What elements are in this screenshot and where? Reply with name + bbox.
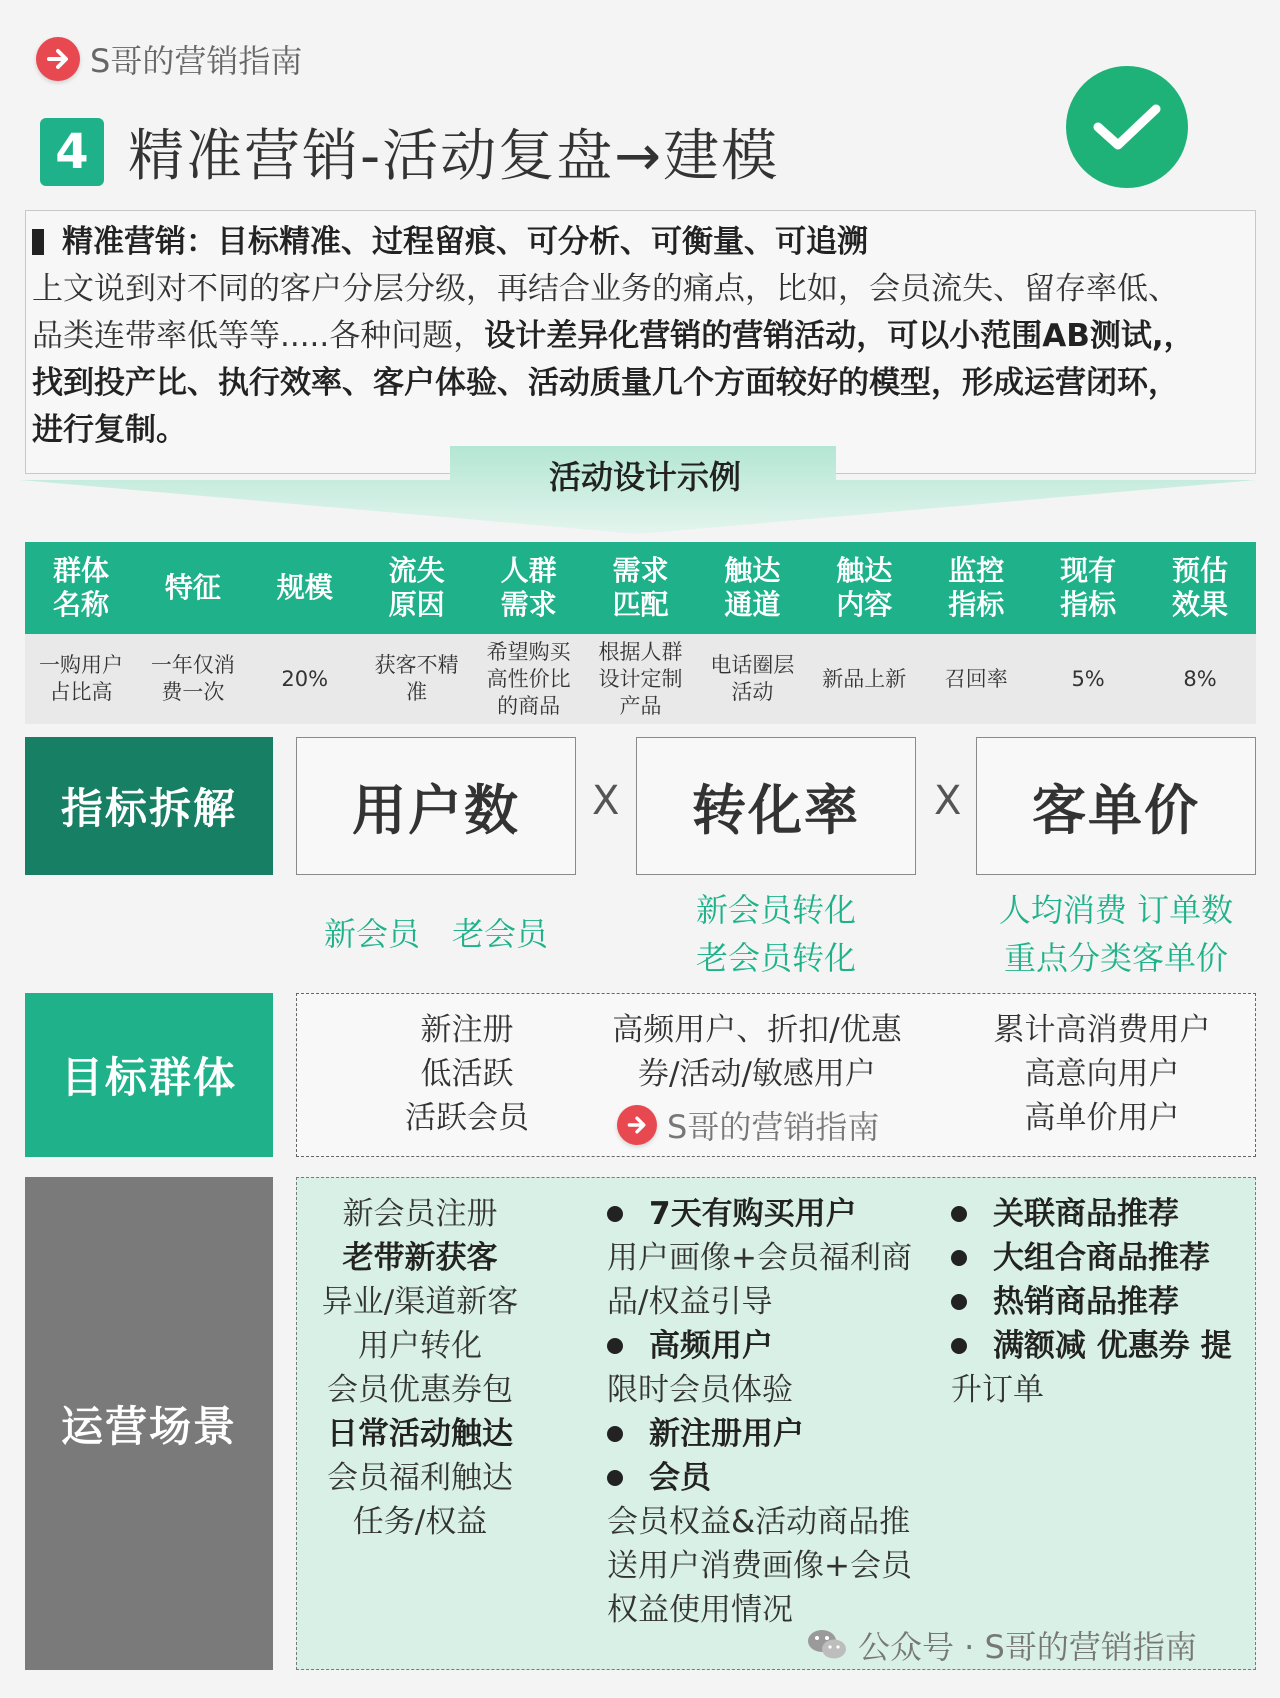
ops-label: 运营场景 bbox=[25, 1177, 273, 1670]
brand-header bbox=[36, 36, 302, 82]
ops-col-3 bbox=[951, 1192, 1251, 1412]
ops-item: 关联商品推荐 bbox=[951, 1192, 1251, 1236]
metric-users: 用户数 bbox=[296, 737, 576, 875]
metric-aov: 客单价 bbox=[976, 737, 1256, 875]
target-box bbox=[296, 993, 1256, 1157]
table-cell: 电话圈层活动 bbox=[710, 653, 795, 704]
title-text: 精准营销-活动复盘→建模 bbox=[128, 124, 780, 189]
metric-conversion: 转化率 bbox=[636, 737, 916, 875]
table-cell: 一年仅消费一次 bbox=[150, 653, 235, 704]
target-col-1 bbox=[317, 1008, 617, 1140]
lead-bar bbox=[32, 229, 44, 255]
note-aov-1: 人均消费 订单数 bbox=[998, 891, 1234, 929]
ops-item: 会员权益&活动商品推 bbox=[607, 1504, 911, 1540]
ops-col-2 bbox=[607, 1192, 927, 1632]
brand-name: S哥的营销指南 bbox=[90, 42, 303, 80]
ops-item: 老带新获客 bbox=[342, 1240, 498, 1276]
table-cell: 新品上新 bbox=[822, 666, 907, 691]
table-cell: 希望购买高性价比的商品 bbox=[486, 639, 571, 718]
target-col-2 bbox=[597, 1008, 917, 1096]
ops-item: 新注册用户 bbox=[607, 1412, 927, 1456]
metrics-label: 指标拆解 bbox=[25, 737, 273, 875]
ops-item: 会员优惠券包 bbox=[327, 1372, 513, 1408]
table-header-cell: 人群需求 bbox=[500, 554, 557, 621]
ops-item: 异业/渠道新客 bbox=[321, 1284, 519, 1320]
bullet-icon bbox=[951, 1294, 967, 1310]
bullet-icon bbox=[951, 1338, 967, 1354]
table-cell: 一购用户占比高 bbox=[38, 653, 123, 704]
intro-box bbox=[25, 210, 1256, 474]
ops-item: 热销商品推荐 bbox=[951, 1280, 1251, 1324]
note-conversion-new: 新会员转化 bbox=[695, 891, 856, 929]
ops-col-1 bbox=[315, 1192, 525, 1544]
table-cell: 5% bbox=[1071, 666, 1105, 691]
page-title bbox=[40, 112, 779, 192]
ops-item: 品/权益引导 bbox=[607, 1284, 773, 1320]
title-number: 4 bbox=[40, 118, 104, 186]
check-icon bbox=[1066, 66, 1188, 188]
ops-item: 用户转化 bbox=[358, 1328, 482, 1364]
table-cell: 20% bbox=[281, 666, 329, 691]
table-header-cell: 预估效果 bbox=[1172, 554, 1229, 621]
table-cell: 召回率 bbox=[944, 666, 1008, 691]
ops-item: 满额减 优惠券 提 bbox=[951, 1324, 1251, 1368]
ops-item: 用户画像+会员福利商 bbox=[607, 1240, 912, 1276]
note-aov-2: 重点分类客单价 bbox=[1003, 939, 1228, 977]
target-item: 累计高消费用户 bbox=[993, 1012, 1211, 1048]
table-header-cell: 监控指标 bbox=[948, 554, 1005, 621]
table-header-cell: 触达通道 bbox=[724, 554, 781, 621]
ops-item: 日常活动触达 bbox=[327, 1416, 513, 1452]
target-watermark: S哥的营销指南 bbox=[617, 1102, 879, 1148]
arrow-right-icon bbox=[617, 1105, 657, 1145]
table-header-cell: 需求匹配 bbox=[612, 554, 669, 621]
bullet-icon bbox=[607, 1338, 623, 1354]
table-cell: 获客不精准 bbox=[374, 653, 459, 704]
target-item: 券/活动/敏感用户 bbox=[638, 1056, 876, 1092]
bullet-icon bbox=[951, 1206, 967, 1222]
note-conversion-old: 老会员转化 bbox=[695, 939, 856, 977]
ops-item: 大组合商品推荐 bbox=[951, 1236, 1251, 1280]
bullet-icon bbox=[607, 1206, 623, 1222]
ops-item: 新会员注册 bbox=[342, 1196, 498, 1232]
target-item: 新注册 bbox=[420, 1012, 514, 1048]
target-item: 高意向用户 bbox=[1024, 1056, 1180, 1092]
multiply-sign-2: X bbox=[934, 778, 962, 824]
table-header-cell: 特征 bbox=[164, 571, 221, 604]
table-cell: 根据人群设计定制产品 bbox=[598, 639, 683, 718]
multiply-sign-1: X bbox=[592, 778, 620, 824]
activity-table-row bbox=[25, 634, 1256, 724]
table-cell: 8% bbox=[1183, 666, 1217, 691]
table-header-cell: 现有指标 bbox=[1060, 554, 1117, 621]
target-item: 低活跃 bbox=[420, 1056, 514, 1092]
activity-table-header bbox=[25, 542, 1256, 634]
ops-item: 会员福利触达 bbox=[327, 1460, 513, 1496]
wechat-icon bbox=[806, 1627, 848, 1663]
ops-item: 送用户消费画像+会员 bbox=[607, 1548, 912, 1584]
bullet-icon bbox=[607, 1426, 623, 1442]
bullet-icon bbox=[607, 1470, 623, 1486]
ops-item: 高频用户 bbox=[607, 1324, 927, 1368]
intro-lead: 精准营销：目标精准、过程留痕、可分析、可衡量、可追溯 bbox=[32, 219, 1247, 266]
intro-line-1: 上文说到对不同的客户分层分级，再结合业务的痛点，比如，会员流失、留存率低、 bbox=[32, 271, 1179, 307]
intro-line-2: 品类连带率低等等.....各种问题，设计差异化营销的营销活动，可以小范围AB测试,， bbox=[32, 318, 1195, 354]
arrow-right-icon bbox=[36, 37, 80, 81]
ops-item: 权益使用情况 bbox=[607, 1592, 793, 1628]
table-header-cell: 规模 bbox=[276, 571, 333, 604]
target-col-3 bbox=[957, 1008, 1247, 1140]
intro-line-3: 找到投产比、执行效率、客户体验、活动质量几个方面较好的模型，形成运营闭环， bbox=[32, 365, 1179, 401]
footer-watermark: 公众号 · S哥的营销指南 bbox=[806, 1622, 1197, 1668]
ops-item: 任务/权益 bbox=[352, 1504, 488, 1540]
note-users: 新会员 老会员 bbox=[323, 915, 548, 953]
target-item: 高频用户、折扣/优惠 bbox=[612, 1012, 902, 1048]
table-header-cell: 流失原因 bbox=[388, 554, 445, 621]
target-label: 目标群体 bbox=[25, 993, 273, 1157]
intro-line-4: 进行复制。 bbox=[32, 412, 187, 448]
bullet-icon bbox=[951, 1250, 967, 1266]
ops-box bbox=[296, 1177, 1256, 1670]
ops-item: 7天有购买用户 bbox=[607, 1192, 927, 1236]
target-item: 活跃会员 bbox=[405, 1100, 529, 1136]
activity-label: 活动设计示例 bbox=[548, 458, 741, 496]
table-header-cell: 触达内容 bbox=[836, 554, 893, 621]
ops-item: 限时会员体验 bbox=[607, 1372, 793, 1408]
ops-item: 升订单 bbox=[951, 1372, 1044, 1408]
ops-item: 会员 bbox=[607, 1456, 927, 1500]
table-header-cell: 群体名称 bbox=[52, 554, 109, 621]
target-item: 高单价用户 bbox=[1024, 1100, 1180, 1136]
activity-table bbox=[25, 542, 1256, 724]
